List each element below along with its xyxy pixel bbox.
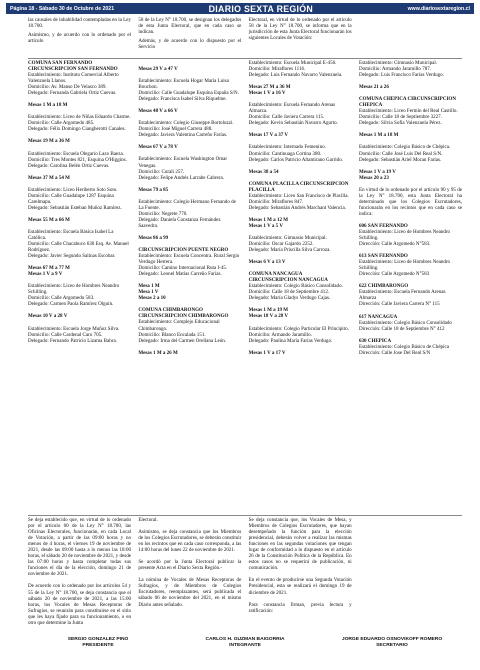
paragraph: Además, y de acuerdo con lo dispuesto por el Servicio [138, 38, 242, 51]
section-heading: Mesas 86 a 99 [138, 234, 169, 241]
locations-column-4 [359, 60, 462, 514]
entry-line: Establecimiento: Liceo Fermín del Real Castillo. [358, 108, 458, 115]
section-heading: Mesas 48 V a 66 V [138, 108, 178, 115]
entry-line: Delegado: Luis Fernando Navarro Valenzuela. [248, 72, 343, 79]
entry-line: Domicilio: Av. Manso De Velasco 389. [28, 84, 107, 91]
signature-block [175, 637, 315, 649]
entry-line: Domicilio: Calle Chacabuco 630 Esq. Av. Manuel Rodríguez. [28, 241, 129, 254]
entry-line: Domicilio: Armando Jaramillo. [248, 331, 312, 338]
entry-line: Establecimiento: Colegio Básico de Chépica. [358, 144, 451, 151]
entry-line: Establecimiento: Colegio Básico Consolidado [358, 319, 452, 326]
entry-line: Establecimiento: Escuela Jorge Muñoz Silva. [28, 325, 120, 332]
entry-line: Delegado: Felipe Andrés Larrabe Cabrera. [138, 174, 224, 181]
section-heading: Mesas 1 M a 18 M [28, 102, 68, 109]
section-heading: Mesas 1 M a 18 M [358, 132, 399, 139]
entry-line: Domicilio: Calle 18 de Septiembre 412. [248, 289, 330, 296]
section-heading: COMUNA SAN FERNANDO CIRCUNSCRIPCION SAN FERNANDO [28, 60, 118, 73]
newspaper-title: DIARIO SEXTA REGIÓN [208, 3, 314, 14]
section-heading: 617 NANCAGUA [358, 313, 398, 320]
entry-line: Establecimiento: Escuela Municipal E-456. [248, 60, 337, 66]
page-header [6, 3, 474, 14]
entry-line: Establecimiento: Colegio Hermano Fernando de La Fuente. [138, 198, 236, 211]
entry-line: Establecimiento: Escuela Washington Omar Venegas. [138, 156, 228, 169]
intro-column-3 [249, 17, 352, 57]
entry-line: Domicilio: Camino Internacional Ruta I-45. [138, 265, 228, 272]
entry-line: Delegado: Francisca Isabel Silva Riquelme. [138, 96, 227, 103]
entry-line: Establecimiento: Liceo de Hombres Neandro Schilling. [358, 259, 451, 272]
section-heading: Mesas 2 a 10 [138, 295, 166, 302]
entry-line: Dirección: Calle Javiera Carrera N° 115 [358, 301, 440, 308]
section-heading: 622 CHIMBARONGO [358, 283, 409, 290]
entry-line: Domicilio: Calle Guadalupe 1287 Esquina Carelmapu. [28, 192, 114, 205]
entry-line: Establecimiento: Colegio Particular El Principito. [248, 325, 349, 332]
signatory-role: PRESIDENTE [82, 643, 114, 649]
section-heading: Mesas 1 V a 16 V [248, 90, 286, 97]
entry-line: Delegado: Javier Segundo Salinas Escobar. [28, 253, 116, 260]
voting-locations-section [28, 60, 462, 514]
entry-line: Domicilio: Calle Guadalupe Esquina España S/N. [138, 90, 239, 97]
entry-line: Establecimiento: Colegio Giuseppe Bortoluzzi. [138, 120, 234, 127]
intro-column-2 [138, 17, 241, 57]
entry-line: Establecimiento: Complejo Educacional Chimbarongo. [138, 319, 220, 332]
section-heading: Mesas 10 V a 28 V [28, 313, 68, 320]
entry-line: Delegado: Fernando Patricio Lizama Bahra. [28, 337, 117, 344]
section-heading: 606 SAN FERNANDO [358, 222, 408, 229]
signatory-role: INTEGRANTE [229, 643, 261, 649]
entry-line: Delegado: Carolina Belén Ortiz Cuevas. [28, 162, 110, 169]
section-heading: Mesas 67 V a 78 V [138, 144, 178, 151]
section-heading: Mesas 17 V a 37 V [248, 132, 289, 139]
entry-line: Delegado: Sebastián Andrés Marchant Valencia. [248, 204, 346, 211]
section-heading: Mesas 79 a 85 [138, 186, 169, 193]
entry-line: Delegado: Daniela Constanza Fernández Saavedra. [138, 216, 221, 229]
intro-column-4 [359, 17, 462, 57]
entry-line: Establecimiento: Gimnasio Municipal. [358, 60, 438, 66]
closing-column-4 [359, 517, 462, 633]
signatory-name: CARLOS H. GUZMAN BAIGORRIA [205, 637, 285, 642]
entry-line: Delegado: Javiera Valentina Carreño Farías. [138, 132, 228, 139]
paragraph: 58 de la Ley N° 18.700, se designan los delegados de esta Junta Electoral, que en cada caso se indican. [138, 17, 242, 36]
paragraph: Electoral. [138, 517, 158, 523]
section-heading: COMUNA PLACILLA CIRCUNSCRIPCION PLACILLA [248, 180, 349, 193]
entry-line: Domicilio: Blanco Encalada 151. [138, 331, 206, 338]
entry-line: Delegado: María Priscilla Silva Carroza. [248, 247, 331, 254]
entry-line: Delegado: Kevin Sebastián Navarro Agurto. [248, 120, 338, 127]
section-heading: Mesas 1 M a 26 M [138, 349, 178, 356]
entry-line: Delegado: Félix Domingo Ciangherotti Canales. [28, 126, 126, 133]
entry-line: Establecimiento: Liceo de Hombres Neandro Schilling. [358, 228, 451, 242]
entry-line: Delegado: Paulina María Farías Verdugo. [248, 337, 333, 344]
locations-column-2 [138, 60, 241, 514]
section-heading: Mesas 37 M a 54 M [28, 174, 70, 181]
section-heading: Mesas 1 V a 19 V [358, 168, 396, 175]
intro-section [28, 17, 462, 57]
section-heading: Mesas 21 a 26 [358, 84, 389, 91]
closing-column-1 [28, 517, 131, 633]
entry-line: Domicilio: Oscar Gajardo 2252. [248, 241, 314, 248]
signatory-name: JORGE EDUARDO OSNOVIKOFF ROMERO [341, 637, 443, 642]
entry-line: Establecimiento: Escuela Fernando Arenas Almarza [358, 289, 446, 302]
entry-line: Establecimiento: Colegio Básico de Chépica [358, 343, 449, 350]
entry-line: Domicilio: Cantinuaga Cortina 380. [248, 150, 322, 157]
entry-line: Establecimiento: Liceo de Hombres Neandro Schilling. [28, 283, 120, 296]
entry-line: Establecimiento: Escuela Olegario Lazo Baeza. [28, 150, 124, 157]
entry-line: Domicilio: Negrete 770. [138, 210, 188, 217]
website-url[interactable]: www.diariosextaregion.cl [407, 5, 470, 12]
entry-line: Establecimiento: Escuela Concentra. Rural Sergio Verdugo Herrera. [138, 253, 240, 266]
section-heading: Mesas 6 V a 13 V [248, 259, 286, 266]
paragraph: La nómina de Vocales de Mesas Receptoras de Sufragios, y de Miembros de Colegios Escrutadores, reemplazantes, será publicada el sábado 06 de noviembre del 2021, en el mismo Diario antes señalado. [138, 577, 242, 608]
section-heading: Mesas 18 V a 28 V [248, 313, 289, 320]
entry-line: Domicilio: Calle Javiera Carrera 115. [248, 114, 325, 121]
entry-line: Delegado: Sebastián Esteban Muñoz Ramírez. [28, 204, 122, 211]
entry-line: Delegado: Carmen Paola Ramírez Olguín. [28, 301, 114, 308]
entry-line: Establecimiento: Escuela Hogar María Luisa Bouchon. [138, 78, 229, 91]
paragraph: De acuerdo con lo ordenado por los artículos 54 y 55 de la Ley N° 18.700, se deja constancia que el sábado 20 de noviembre de 2021, a las 15:00 horas, los Vocales de Mesas Receptoras de Sufragios, se reunirán para constituirse en el sitio que les haya fijado para su funcionamiento, o en otro que determine la Junta [28, 583, 131, 626]
section-heading: Mesas 27 M a 36 M [248, 84, 291, 91]
entry-line: Delegado: María Gladys Verdugo Cajas. [248, 295, 331, 302]
entry-line: Delegado: Fernanda Gabriela Ortiz Cuevas. [28, 90, 117, 97]
entry-line: Establecimiento: Escuela Básica Isabel La Católica. [28, 228, 114, 241]
section-heading: 630 CHEPICA [358, 337, 392, 344]
entry-line: Establecimiento: Internado Femenino. [248, 144, 326, 151]
section-heading: Mesas 67 M a 77 M [28, 265, 70, 272]
closing-section [28, 517, 462, 633]
section-heading: Mesa 1 M [138, 283, 160, 290]
entry-line: Establecimiento: Liceo de Niñas Eduardo Charme. [28, 114, 131, 121]
entry-line: Domicilio: Tres Montes 821, Esquina O'Higgins. [28, 156, 127, 163]
section-heading: Mesas 1 V a 9 V [28, 271, 63, 278]
entry-line: Establecimiento: Gimnasio Municipal. [248, 234, 327, 241]
entry-line: Domicilio: Miraflores 1116. [248, 66, 306, 73]
paragraph: Se deja establecido que, en virtud de lo ordenado por el artículo 60 de la Ley N° 18.700, las Oficinas Electorales, funcionarán, en cada Local de Votación, a partir de las 09:00 horas y no menos de 4 horas, el viernes 19 de noviembre de 2021, desde las 09:00 hasta a lo menos las 18:00 horas, el sábado 20 de noviembre de 2021, y desde las 07:00 horas y hasta completar todas sus funciones el día de la elección, domingo 21 de noviembre de 2021. [28, 517, 131, 578]
section-heading: COMUNA CHEPICA CIRCUNSCRIPCION CHEPICA [358, 96, 457, 109]
paragraph: En el evento de producirse una Segunda Votación Presidencial, esta se realizará el domingo 19 de diciembre de 2021. [248, 577, 352, 596]
entry-line: Domicilio: Armando Jaramillo 787. [358, 66, 432, 73]
entry-line: Dirección: Calle Jose Del Real S/N [358, 349, 431, 356]
closing-column-2 [138, 517, 241, 633]
entry-line: Establecimiento: Instituto Comercial Alberto Valenzuela Llanos. [28, 72, 119, 85]
entry-line: Domicilio: José Miguel Carrera 488. [138, 126, 213, 133]
section-heading: Mesas 1 V a 5 V [248, 222, 284, 229]
entry-line: En virtud de lo ordenado por el artículo 90 y 95 de la Ley N° 18.700, esta Junta Electoral ha determinado que los Colegios Escrutadores, funcionarán en los recintos que en cada caso se indica: [358, 186, 462, 217]
paragraph: Se deja constancia que, los Vocales de Mesa, y Miembros de Colegios Escrutadores, que hayan desempeñado la función para la elección presidencial, deberán volver a realizar las mismas funciones en las segundas votaciones que tengan lugar de conformidad a lo dispuesto en el artículo 26 de la Constitución Política de la República. En estos casos no se requerirá de publicación, ni comunicación. [248, 517, 352, 572]
locations-column-3 [249, 60, 352, 514]
section-heading: Mesas 38 a 54 [248, 168, 279, 175]
page-number-date: Página 18 - Sábado 30 de Octubre de 2021 [10, 5, 115, 12]
section-heading: Mesa 1 V [138, 289, 159, 296]
entry-line: Domicilio: Calle Argomedo 583. [28, 295, 95, 302]
paragraph: Para constancia firman, previa lectura y ratificación: [248, 601, 352, 614]
entry-line: Delegado: Leonel Matías Carreño Farías. [138, 271, 222, 278]
signature-block [322, 637, 462, 649]
signatures [28, 637, 462, 649]
entry-line: Domicilio: Calle 18 de Septiembre 3227. [358, 114, 442, 121]
entry-line: Dirección: Calle Argomedo N°583 [358, 271, 430, 278]
section-heading: Mesas 19 M a 36 M [28, 138, 70, 145]
section-heading: Mesas 1 M a 12 M [248, 216, 289, 223]
entry-line: Domicilio: Miraflores 847. [248, 198, 304, 205]
locations-column-1 [28, 60, 131, 514]
entry-line: Delegado: Sebastián Ariel Moran Farías. [358, 156, 442, 163]
divider [28, 515, 462, 516]
paragraph: las causales de inhabilidad contempladas en la Ley 18.700. [28, 17, 131, 30]
entry-line: Domicilio: Calle José Luis Del Real S/N. [358, 150, 443, 157]
entry-line: Delegado: Silvia Sofía Valenzuela Pérez. [358, 120, 442, 127]
section-heading: 613 SAN FERNANDO [358, 253, 408, 260]
section-heading: Mesas 20 a 23 [358, 174, 389, 181]
divider [28, 58, 462, 59]
entry-line: Establecimiento: Liceo Heriberto Soto Soto. [28, 186, 118, 193]
paragraph: Asimismo, y de acuerdo con lo ordenado por el artículo [28, 32, 131, 45]
section-heading: CIRCUNSCRIPCION PUENTE NEGRO [138, 246, 229, 253]
signatory-name: SERGIO GONZALEZ PINO [67, 637, 129, 642]
entry-line: Delegado: Carlos Patricio Altamirano Garrido. [248, 156, 343, 163]
section-heading: Mesas 29 V a 47 V [138, 66, 178, 72]
section-heading: Mesas 1 V a 17 V [248, 349, 286, 356]
paragraph: Electoral, en virtud de lo ordenado por el artículo 58 de la Ley N° 18.700, se informa que en la jurisdicción de esta Junta Electoral funcionarán los siguientes Locales de Votación: [248, 17, 352, 42]
entry-line: Domicilio: Calle Cardenal Caro 705. [28, 331, 103, 338]
entry-line: Establecimiento: Escuela Fernando Arenas Almarza. [248, 102, 336, 115]
entry-line: Delegado: Luis Francisco Farías Verdugo. [358, 72, 444, 79]
section-heading: COMUNA NANCAGUA CIRCUNSCRIPCION NANCAGUA [248, 271, 328, 284]
section-heading: COMUNA CHIMBARONGO CIRCUNSCRIPCION CHIMBARONGO [138, 307, 229, 320]
entry-line: Dirección: Calle Argomedo N°583. [358, 241, 431, 248]
entry-line: Establecimiento: Colegio Básico Consolidado. [248, 283, 343, 290]
entry-line: Establecimiento: Liceo San Francisco de Placilla. [248, 192, 349, 199]
paragraph: Se acordó por la Junta Electoral publicar la presente Acta en el Diario Sexta Región.- [138, 559, 242, 572]
signatory-role: SECRETARIO [376, 643, 408, 649]
entry-line: Delegado: Irma del Carmen Orellana León. [138, 337, 227, 344]
intro-column-1 [28, 17, 131, 57]
closing-column-3 [249, 517, 352, 633]
section-heading: Mesas 1 M a 19 M [248, 307, 289, 314]
entry-line: Domicilio: Curali 257. [138, 168, 185, 175]
entry-line: Domicilio: Calle Argomedo 485. [28, 120, 95, 127]
section-heading: Mesas 55 M a 66 M [28, 216, 70, 223]
signature-block [28, 637, 168, 649]
paragraph: Asimismo, se deja constancia que los Miembros de los Colegios Escrutadores, se deberán constituir en los recintos que en cada caso corresponda, a las 14:00 horas del lunes 22 de noviembre de 2021. [138, 529, 242, 554]
entry-line: Dirección: Calle 18 de Septiembre N° 412 [358, 325, 445, 332]
